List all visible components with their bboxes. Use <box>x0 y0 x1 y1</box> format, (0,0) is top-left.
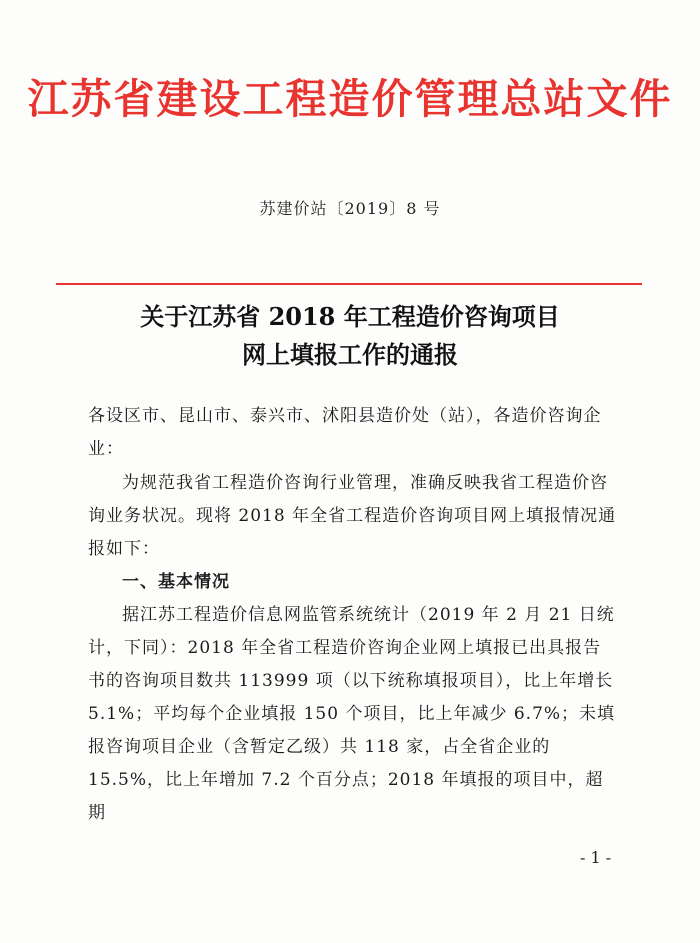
section-paragraph: 据江苏工程造价信息网监管系统统计（2019 年 2 月 21 日统计，下同）：2018 年全省工程造价咨询企业网上填报已出具报告书的咨询项目数共 113999 项（以下统称填报项目），比上年增长 5.1%；平均每个企业填报 150 个项目，比上年减少 6.7%；未填报咨询项目企业（含暂定乙级）共 118 家，占全省企业的 15.5%，比上年增加 7.2 个百分点；2018 年填报的项目中，超期 <box>88 605 616 823</box>
red-divider-line <box>56 283 642 285</box>
title-line-2: 网上填报工作的通报 <box>242 340 458 369</box>
intro-paragraph-block <box>88 467 618 566</box>
addressee-block <box>88 400 618 466</box>
section-paragraph-block <box>88 599 618 830</box>
title-line-1: 关于江苏省 2018 年工程造价咨询项目 <box>140 302 560 331</box>
document-title <box>0 298 700 374</box>
page-number: - 1 - <box>580 848 612 867</box>
document-number: 苏建价站〔2019〕8 号 <box>259 199 441 218</box>
masthead-title: 江苏省建设工程造价管理总站文件 <box>27 75 673 123</box>
intro-paragraph: 为规范我省工程造价咨询行业管理，准确反映我省工程造价咨询业务状况。现将 2018 年全省工程造价咨询项目网上填报情况通报如下： <box>88 473 617 559</box>
section-heading: 一、基本情况 <box>122 572 230 592</box>
addressee-text: 各设区市、昆山市、泰兴市、沭阳县造价处（站），各造价咨询企业： <box>88 406 602 459</box>
